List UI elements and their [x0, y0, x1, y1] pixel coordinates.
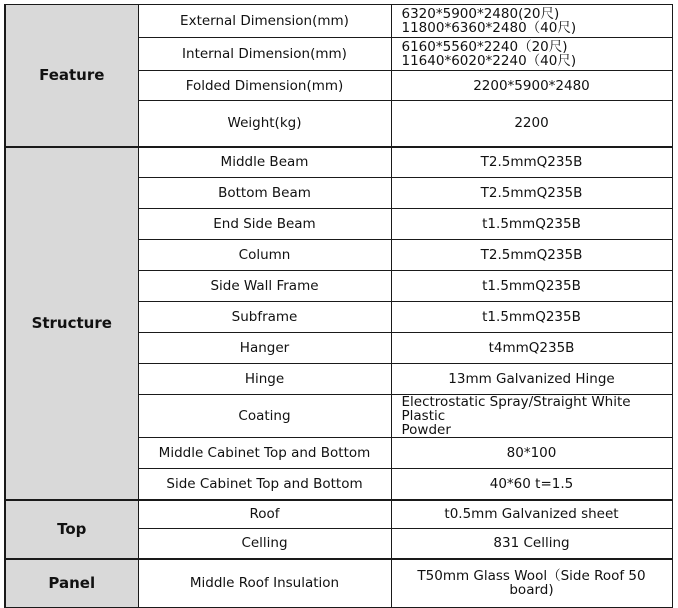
row-label: Subframe	[138, 302, 391, 333]
table-row	[5, 500, 672, 529]
row-label: Hanger	[138, 333, 391, 364]
row-label: Internal Dimension(mm)	[138, 38, 391, 71]
row-label: End Side Beam	[138, 209, 391, 240]
row-label: Coating	[138, 395, 391, 438]
value-line: 6320*5900*2480(20尺)	[401, 6, 560, 22]
row-value	[391, 395, 672, 438]
row-label: Roof	[138, 500, 391, 529]
row-label: Celling	[138, 529, 391, 559]
row-label: Hinge	[138, 364, 391, 395]
row-value: 13mm Galvanized Hinge	[391, 364, 672, 395]
table-row	[5, 147, 672, 178]
value-line: 11800*6360*2480（40尺)	[401, 20, 577, 36]
row-value: 2200*5900*2480	[391, 71, 672, 101]
spec-sheet	[4, 4, 671, 599]
section-panel: Panel	[5, 559, 138, 608]
row-value: 2200	[391, 101, 672, 147]
row-value: T2.5mmQ235B	[391, 240, 672, 271]
row-label: Side Wall Frame	[138, 271, 391, 302]
row-label: Middle Roof Insulation	[138, 559, 391, 608]
section-structure: Structure	[5, 147, 138, 500]
row-value: 40*60 t=1.5	[391, 469, 672, 500]
row-label: External Dimension(mm)	[138, 5, 391, 38]
row-value: T50mm Glass Wool（Side Roof 50 board)	[391, 559, 672, 608]
row-label: Folded Dimension(mm)	[138, 71, 391, 101]
row-label: Side Cabinet Top and Bottom	[138, 469, 391, 500]
row-value: t1.5mmQ235B	[391, 209, 672, 240]
row-label: Middle Cabinet Top and Bottom	[138, 438, 391, 469]
row-label: Middle Beam	[138, 147, 391, 178]
row-value: t1.5mmQ235B	[391, 271, 672, 302]
spec-table	[4, 4, 673, 608]
table-row	[5, 5, 672, 38]
value-line: Electrostatic Spray/Straight White Plastic	[401, 394, 631, 424]
value-line: 11640*6020*2240（40尺)	[401, 53, 577, 69]
row-value: T2.5mmQ235B	[391, 178, 672, 209]
row-value	[391, 5, 672, 38]
row-value	[391, 38, 672, 71]
value-line: 6160*5560*2240（20尺)	[401, 39, 568, 55]
row-label: Bottom Beam	[138, 178, 391, 209]
row-label: Column	[138, 240, 391, 271]
row-value: 831 Celling	[391, 529, 672, 559]
row-value: T2.5mmQ235B	[391, 147, 672, 178]
table-row	[5, 559, 672, 608]
row-label: Weight(kg)	[138, 101, 391, 147]
row-value: t4mmQ235B	[391, 333, 672, 364]
section-feature: Feature	[5, 5, 138, 147]
row-value: t1.5mmQ235B	[391, 302, 672, 333]
row-value: t0.5mm Galvanized sheet	[391, 500, 672, 529]
row-value: 80*100	[391, 438, 672, 469]
value-line: Powder	[401, 422, 451, 438]
section-top: Top	[5, 500, 138, 559]
